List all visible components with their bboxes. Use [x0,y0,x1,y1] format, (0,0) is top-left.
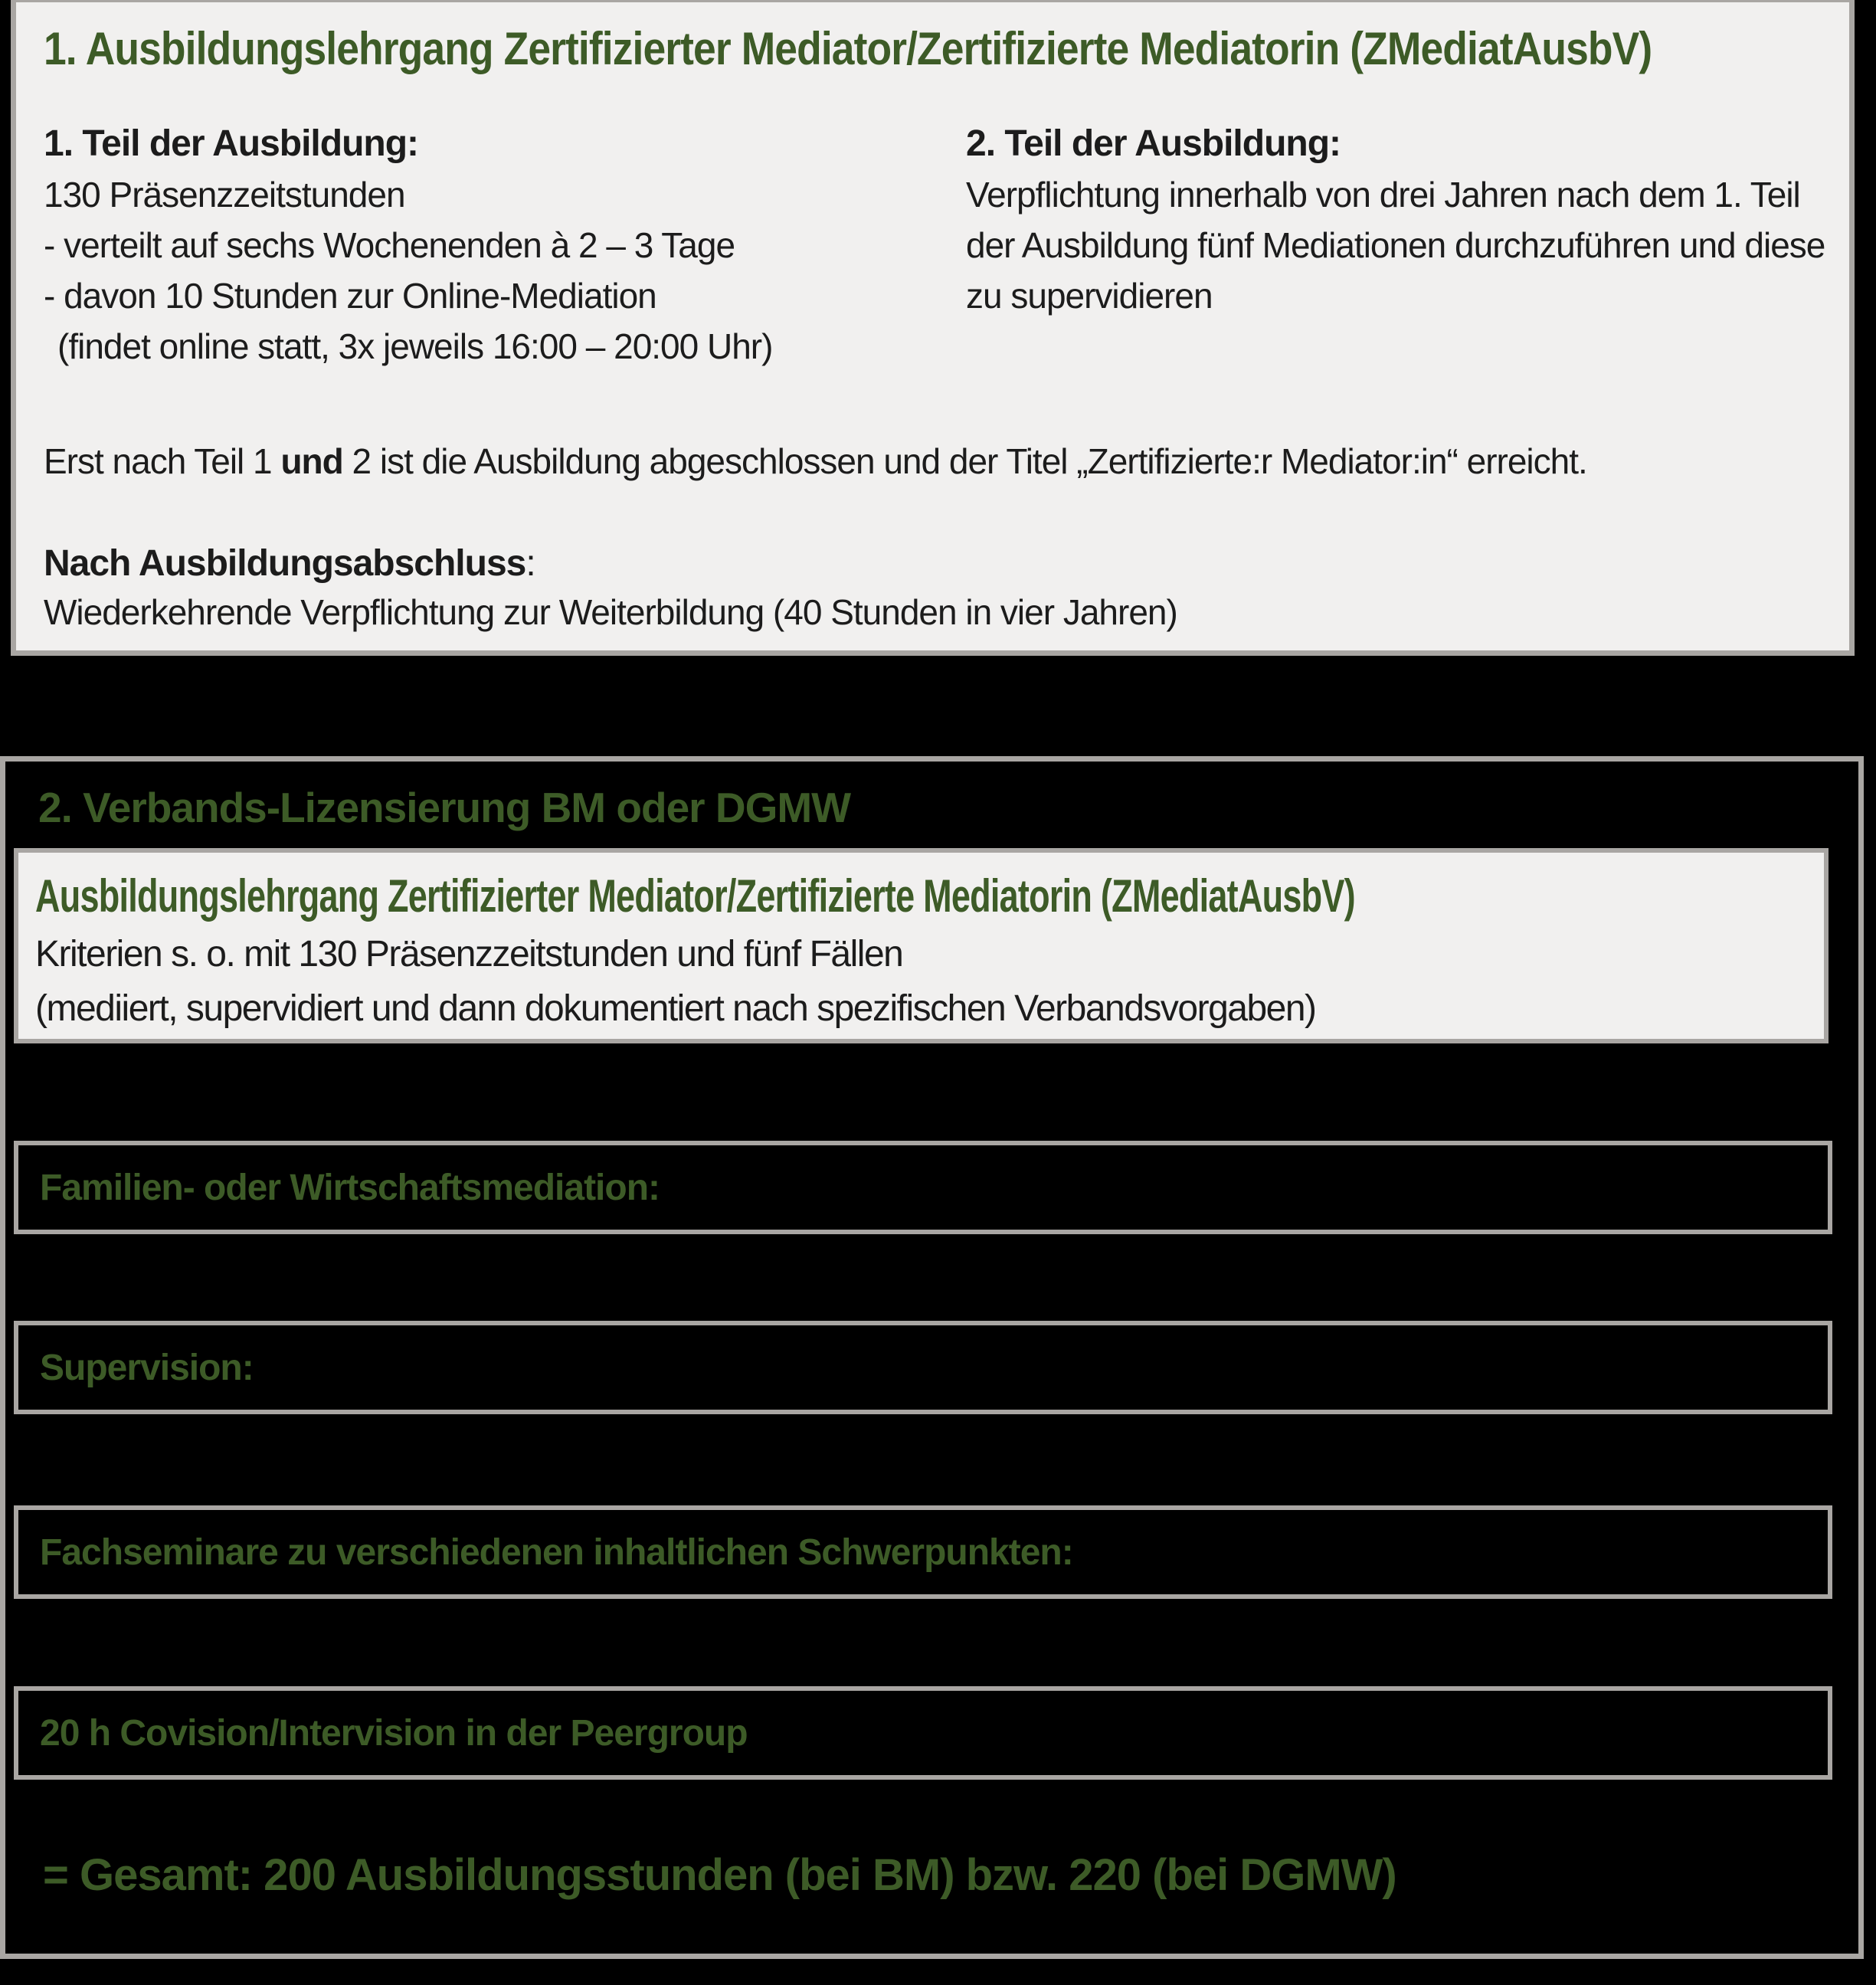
completion-note [44,436,1834,486]
base-course-line2: (mediiert, supervidiert und dann dokumentiert nach spezifischen Verbandsvorgaben) [35,988,1316,1029]
completion-note-post: 2 ist die Ausbildung abgeschlossen und der Titel „Zertifizierte:r Mediator:in“ erreicht. [342,441,1587,481]
completion-note-pre: Erst nach Teil 1 [44,441,281,481]
part1-line: 130 Präsenzzeitstunden [44,175,405,215]
post-training-heading-colon: : [525,543,535,584]
module-label: Supervision: [40,1347,254,1388]
section2-title: 2. Verbands-Lizensierung BM oder DGMW [38,784,851,831]
section2-box [0,756,1864,1959]
post-training-heading [44,539,535,589]
part1-column [44,119,966,372]
base-course-box [14,848,1829,1043]
module-box-familien-wirtschaftsmediation [14,1141,1832,1234]
base-course-line1: Kriterien s. o. mit 130 Präsenzzeitstunden und fünf Fällen [35,934,903,974]
post-training-text: Wiederkehrende Verpflichtung zur Weiterbildung (40 Stunden in vier Jahren) [44,592,1177,632]
completion-note-bold: und [280,441,343,481]
part1-line: - davon 10 Stunden zur Online-Mediation [44,276,656,316]
section1-box [11,0,1855,656]
section1-columns [44,119,1834,372]
total-hours-line: = Gesamt: 200 Ausbildungsstunden (bei BM) bzw. 220 (bei DGMW) [43,1850,1396,1900]
part2-heading: 2. Teil der Ausbildung: [966,123,1341,164]
part1-line: - verteilt auf sechs Wochenenden à 2 – 3 Tage [44,225,735,265]
module-label: Familien- oder Wirtschaftsmediation: [40,1167,660,1208]
module-box-covision-intervision [14,1686,1832,1780]
section1-title: 1. Ausbildungslehrgang Zertifizierter Mediator/Zertifizierte Mediatorin (ZMediatAusbV) [44,23,1652,74]
part2-column [966,119,1834,372]
module-label: 20 h Covision/Intervision in der Peergroup [40,1712,748,1754]
post-training-heading-text: Nach Ausbildungsabschluss [44,543,526,584]
module-box-fachseminare [14,1505,1832,1599]
base-course-heading: Ausbildungslehrgang Zertifizierter Mediator/Zertifizierte Mediatorin (ZMediatAusbV) [35,870,1355,922]
part1-line: (findet online statt, 3x jeweils 16:00 – 20:00 Uhr) [57,326,773,366]
part1-heading: 1. Teil der Ausbildung: [44,123,419,164]
part2-text: Verpflichtung innerhalb von drei Jahren nach dem 1. Teil der Ausbildung fünf Mediationen durchzuführen und diese zu supervidieren [966,175,1825,316]
module-box-supervision [14,1321,1832,1414]
module-label: Fachseminare zu verschiedenen inhaltlichen Schwerpunkten: [40,1531,1073,1573]
